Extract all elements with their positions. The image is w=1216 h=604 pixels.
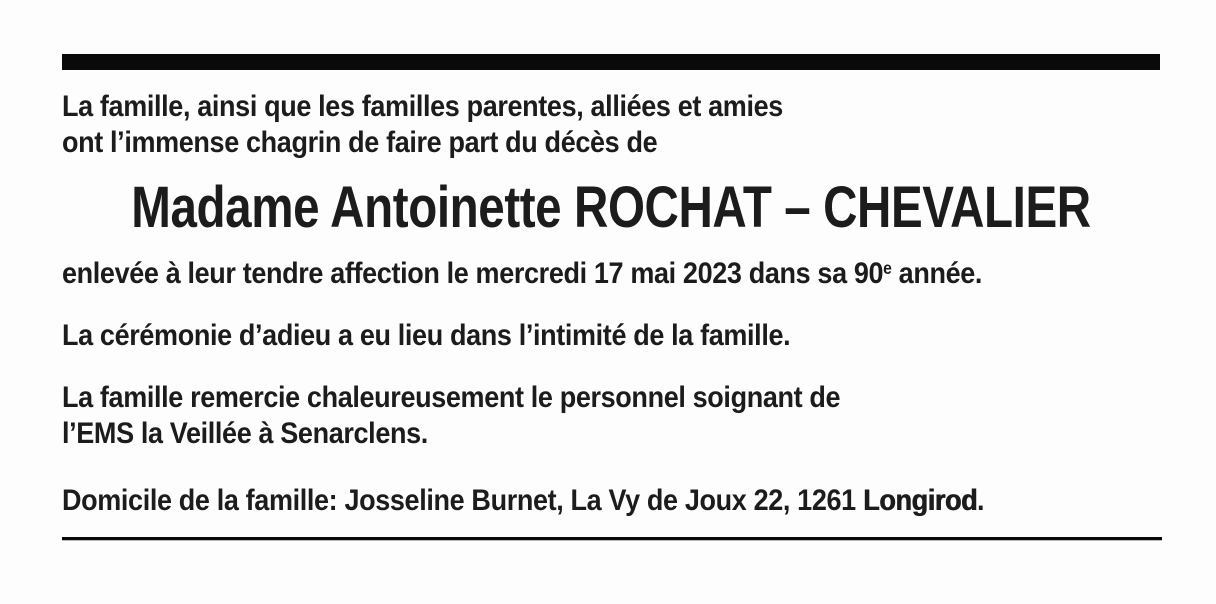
address-suffix: . bbox=[977, 484, 985, 517]
death-date-line bbox=[62, 256, 982, 292]
age-ordinal-superscript: e bbox=[883, 257, 892, 278]
intro-paragraph bbox=[62, 89, 783, 161]
thanks-line-2: l’EMS la Veillée à Senarclens. bbox=[62, 417, 428, 450]
family-address-line bbox=[62, 483, 984, 519]
thanks-line-1: La famille remercie chaleureusement le personnel soignant de bbox=[62, 381, 841, 414]
death-date-suffix: année. bbox=[891, 257, 983, 290]
thanks-paragraph bbox=[62, 380, 840, 452]
address-text: Domicile de la famille: Josseline Burnet, La Vy de Joux 22, 1261 bbox=[62, 484, 863, 517]
bottom-divider-rule bbox=[62, 537, 1162, 541]
top-divider-bar bbox=[62, 54, 1160, 70]
intro-line-1: La famille, ainsi que les familles parentes, alliées et amies bbox=[62, 90, 783, 123]
intro-line-2: ont l’immense chagrin de faire part du décès de bbox=[62, 126, 658, 159]
deceased-name-title: Madame Antoinette ROCHAT – CHEVALIER bbox=[131, 175, 1091, 240]
death-date-text: enlevée à leur tendre affection le mercredi 17 mai 2023 dans sa 90 bbox=[62, 257, 884, 290]
ceremony-line: La cérémonie d’adieu a eu lieu dans l’intimité de la famille. bbox=[62, 319, 791, 352]
address-town-bold: Longirod bbox=[862, 484, 978, 517]
